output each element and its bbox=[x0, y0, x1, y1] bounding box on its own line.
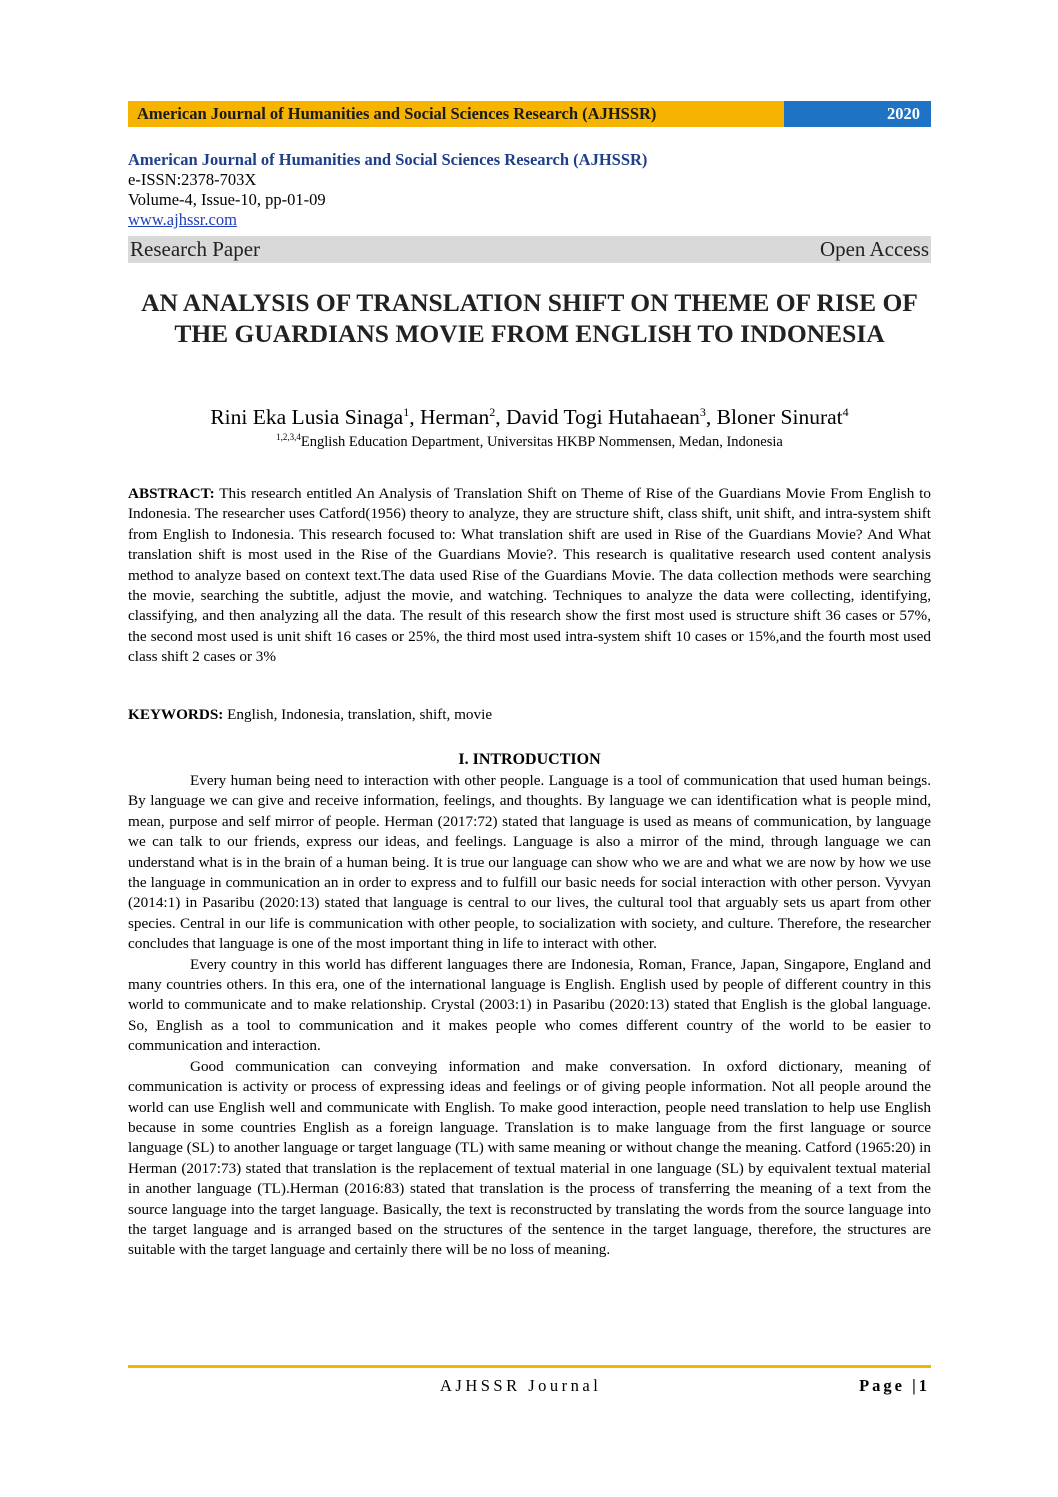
abstract bbox=[128, 484, 931, 668]
author-affiliation-mark: 2 bbox=[489, 405, 496, 419]
journal-issn: e-ISSN:2378-703X bbox=[128, 170, 257, 189]
paragraph: Every country in this world has different languages there are Indonesia, Roman, France, Japan, Singapore, England and many countries others. In this era, one of the international language is English. English used by people of different country in this world to communicate and to make relationship. Crystal (2003:1) in Pasaribu (2020:13) stated that English is the global language. So, English as a tool to communication and it makes people who comes different country of the world to be easier to communication and interaction. bbox=[128, 955, 931, 1055]
running-header-year: 2020 bbox=[784, 101, 931, 127]
affiliation-text: English Education Department, Universitas HKBP Nommensen, Medan, Indonesia bbox=[300, 433, 783, 450]
paper-title: AN ANALYSIS OF TRANSLATION SHIFT ON THEME OF RISE OF THE GUARDIANS MOVIE FROM ENGLISH TO INDONESIA bbox=[141, 288, 918, 348]
keywords-text: English, Indonesia, translation, shift, movie bbox=[227, 706, 493, 723]
paragraph: Good communication can conveying information and make conversation. In oxford dictionary, meaning of communication is activity or process of expressing ideas and feelings or of giving people information. Not all people around the world can use English well and communicate with English. To make good interaction, people need translation to help use English because in some countries English as a foreign language. Translation is to make language from the first language or source language (SL) to another language or target language (TL) with same meaning or without change the meaning. Catford (1965:20) in Herman (2017:73) stated that translation is the replacement of textual material in one language (SL) by equivalent textual material in another language (TL).Herman (2016:83) stated that translation is the process of transferring the meaning of a text from the source language into the target language. Basically, the text is reconstructed by translating the words from the source language into the target language and is arranged based on the structures of the sentence in the target language, therefore, the structures are suitable with the target language and certainly there will be no loss of meaning. bbox=[128, 1057, 931, 1259]
open-access-label: Open Access bbox=[819, 237, 929, 261]
journal-volume: Volume-4, Issue-10, pp-01-09 bbox=[128, 190, 326, 209]
author-affiliation-mark: 3 bbox=[699, 405, 706, 419]
journal-info bbox=[128, 150, 931, 230]
keywords bbox=[128, 705, 931, 725]
footer-journal: AJHSSR Journal bbox=[440, 1376, 602, 1395]
author-affiliation-mark: 4 bbox=[842, 405, 849, 419]
introduction-body bbox=[128, 771, 931, 1261]
section-heading-introduction: I. INTRODUCTION bbox=[458, 751, 601, 768]
abstract-text: This research entitled An Analysis of Translation Shift on Theme of Rise of the Guardians Movie From English to Indonesia. The researcher uses Catford(1956) theory to analyze, they are structure shift, class shift, unit shift, and intra-system shift from English to Indonesia. This research focused to: What translation shift are used in Rise of the Guardians Movie? And What translation shift is most used in the Rise of the Guardians Movie?. This research is qualitative research used content analysis method to analyze based on context text.The data used Rise of the Guardians Movie. The data collection methods were searching the movie, searching the subtitle, adjust the movie, and watching. Techniques to analyze the data were collecting, identifying, classifying, and then analyzing all the data. The result of this research show the first most used is structure shift 36 cases or 57%, the second most used is unit shift 16 cases or 25%, the third most used intra-system shift 10 cases or 15%,and the fourth most used class shift 2 cases or 3% bbox=[128, 485, 931, 666]
abstract-label: ABSTRACT: bbox=[128, 485, 215, 502]
journal-title: American Journal of Humanities and Social Sciences Research (AJHSSR) bbox=[128, 150, 648, 169]
journal-website-link[interactable]: www.ajhssr.com bbox=[128, 210, 237, 229]
footer-divider bbox=[128, 1365, 931, 1368]
footer-page-number: Page |1 bbox=[859, 1376, 930, 1395]
running-header bbox=[128, 101, 931, 127]
paper-type-bar bbox=[128, 236, 931, 263]
paper-type-label: Research Paper bbox=[130, 237, 261, 261]
author-name: Bloner Sinurat bbox=[716, 405, 843, 430]
affiliation-marks: 1,2,3,4 bbox=[276, 432, 301, 442]
author-name: David Togi Hutahaean bbox=[505, 405, 700, 430]
keywords-label: KEYWORDS: bbox=[128, 706, 224, 723]
author-list: Rini Eka Lusia Sinaga$^1$, Herman$^2$, David Togi Hutahaean$^3$, Bloner Sinurat$^4$ bbox=[210, 405, 849, 430]
paragraph: Every human being need to interaction with other people. Language is a tool of communication that used human beings. By language we can give and receive information, feelings, and thoughts. By language we can identification what is people mind, mean, purpose and self mirror of people. Herman (2017:72) stated that language is used as means of communication, by language we can talk to our friends, express our ideas, and feelings. Language is also a mirror of the mind, through language we can understand what is in the brain of a human being. It is true our language can show who we are and what we are now by how we use the language in communication an in order to express and to fulfill our basic needs for social interaction with other person. Vyvyan (2014:1) in Pasaribu (2020:13) stated that language is central to our lives, the cultural tool that arguably sets us apart from other species. Central in our life is communication with other people, to socialization with society, and culture. Therefore, the researcher concludes that language is one of the most important thing in life to interact with other. bbox=[128, 772, 931, 953]
affiliation bbox=[128, 428, 931, 451]
author-name: Herman bbox=[419, 405, 490, 430]
author-name: Rini Eka Lusia Sinaga bbox=[210, 405, 404, 430]
author-affiliation-mark: 1 bbox=[403, 405, 410, 419]
running-header-journal: American Journal of Humanities and Social Sciences Research (AJHSSR) bbox=[128, 101, 784, 127]
